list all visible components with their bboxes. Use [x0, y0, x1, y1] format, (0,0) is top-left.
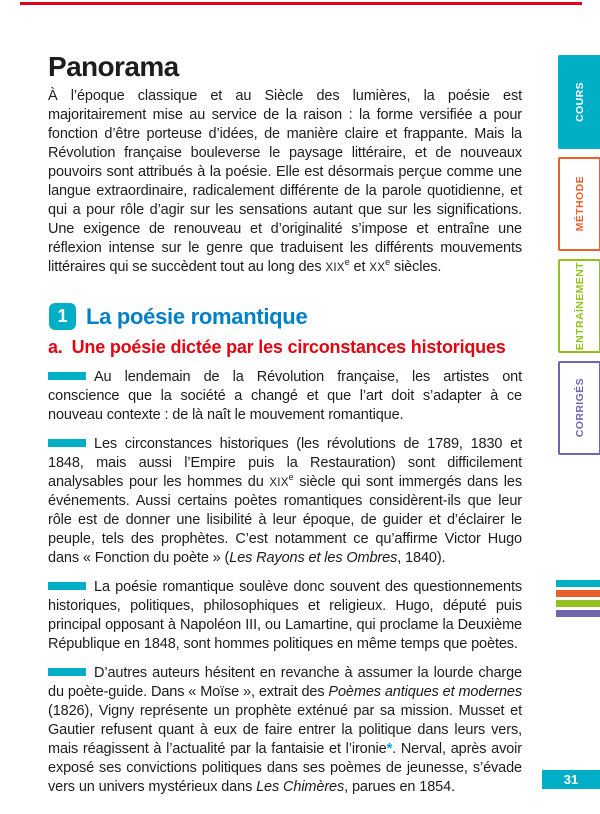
- ordinal-suffix: e: [288, 472, 294, 483]
- color-bar: [556, 600, 600, 607]
- text-run: et: [349, 259, 370, 275]
- section-number-badge: 1: [49, 303, 76, 330]
- subsection-label: a.: [48, 337, 63, 357]
- ordinal-suffix: e: [385, 257, 391, 268]
- paragraph-marker: [48, 582, 86, 590]
- sidebar-tab-methode[interactable]: [558, 157, 600, 251]
- text-run: (1826), Vigny représente un prophète exténué par sa mission. Musset et Gautier refusent quant à eux de faire entrer la politique dans leurs vers, mais réagissent à l’actualité par la fantaisie et l’ironie: [48, 703, 522, 757]
- paragraph: [48, 578, 522, 654]
- section-title: La poésie romantique: [86, 303, 308, 329]
- roman-numeral: XIX: [269, 476, 289, 489]
- paragraph-marker: [48, 439, 86, 447]
- text-run: siècle qui sont immergés dans les événements. Aussi certains poètes romantiques considèrent-ils que leur rôle est de donner une lisibilité à leur époque, de guider et d’éclairer le peuple, tels des prophètes. C’est notamment ce qu’affirme Victor Hugo dans « Fonction du poète » (: [48, 474, 522, 566]
- sidebar-tab-corriges[interactable]: [558, 361, 600, 455]
- paragraph-marker: [48, 372, 86, 380]
- text-run: À l’époque classique et au Siècle des lumières, la poésie est majoritairement mise au service de la raison : la forme versifiée a pour fonction d’être porteuse d’idées, de manière claire et frappante. Mais la Révolution française bouleverse le paysage littéraire, et de nouveaux pouvoirs sont attribués à la poésie. Elle est désormais perçue comme une langue extraordinaire, radicalement différente de la parole quotidienne, et qui a pour rôle d’agir sur les sensations autant que sur les significations. Une exigence de renouveau et d’originalité s’impose et entraîne une réflexion intense sur le genre que traduisent les différents mouvements littéraires qui se succèdent tout au long des: [48, 88, 522, 275]
- page-number-badge: [542, 770, 600, 789]
- subsection-heading: [48, 337, 522, 358]
- roman-numeral: XIX: [325, 261, 345, 274]
- page-number: 31: [563, 772, 579, 787]
- text-run: . Nerval, après avoir exposé ses convictions politiques dans ses poèmes de jeunesse, s’évade vers un univers mystérieux dans: [48, 741, 522, 795]
- sidebar-tab-label: CORRIGÉS: [573, 378, 586, 438]
- color-bar: [556, 610, 600, 617]
- sidebar-tab-entrainement[interactable]: [558, 259, 600, 353]
- sidebar-tabs: [558, 55, 600, 455]
- sidebar-tab-label: MÉTHODE: [573, 176, 586, 232]
- paragraph: [48, 664, 522, 797]
- text-run: D’autres auteurs hésitent en revanche à assumer la lourde charge du poète-guide. Dans « Moïse », extrait des: [48, 665, 522, 700]
- page-title: Panorama: [48, 51, 179, 82]
- footnote-asterisk: *: [386, 741, 393, 757]
- work-title: Poèmes antiques et modernes: [328, 684, 522, 700]
- text-run: La poésie romantique soulève donc souvent des questionnements historiques, politiques, philosophiques et religieux. Hugo, député puis principal opposant à Napoléon III, ou Lamartine, qui proclame la Deuxième République en 1848, sont hommes politiques en même temps que poètes.: [48, 579, 522, 652]
- sidebar-color-bars: [556, 580, 600, 617]
- text-run: , 1840).: [397, 550, 446, 566]
- ordinal-suffix: e: [344, 257, 350, 268]
- color-bar: [556, 580, 600, 587]
- text-run: Au lendemain de la Révolution française, les artistes ont conscience que la société a changé et que l’art doit s’adapter à ce nouveau contexte : de là naît le mouvement romantique.: [48, 369, 522, 423]
- text-run: , parues en 1854.: [344, 779, 455, 795]
- roman-numeral: XX: [369, 261, 386, 274]
- paragraph-marker: [48, 668, 86, 676]
- text-run: siècles.: [390, 259, 442, 275]
- text-run: Les circonstances historiques (les révolutions de 1789, 1830 et 1848, mais aussi l’Empire puis la Restauration) sont difficilement analysables pour les hommes du: [48, 436, 522, 490]
- top-border-rule: [20, 2, 582, 5]
- sidebar-tab-cours[interactable]: [558, 55, 600, 149]
- work-title: Les Chimères: [256, 779, 345, 795]
- page-content: [48, 52, 522, 797]
- sidebar-tab-label: COURS: [573, 82, 586, 122]
- paragraph: [48, 368, 522, 425]
- subsection-title: Une poésie dictée par les circonstances historiques: [71, 337, 506, 357]
- sidebar-tab-label: ENTRAÎNEMENT: [573, 261, 586, 351]
- intro-paragraph: [48, 87, 522, 277]
- work-title: Les Rayons et les Ombres: [229, 550, 398, 566]
- color-bar: [556, 590, 600, 597]
- paragraph: [48, 435, 522, 568]
- section-paragraphs: [48, 368, 522, 797]
- section-heading: [49, 303, 522, 330]
